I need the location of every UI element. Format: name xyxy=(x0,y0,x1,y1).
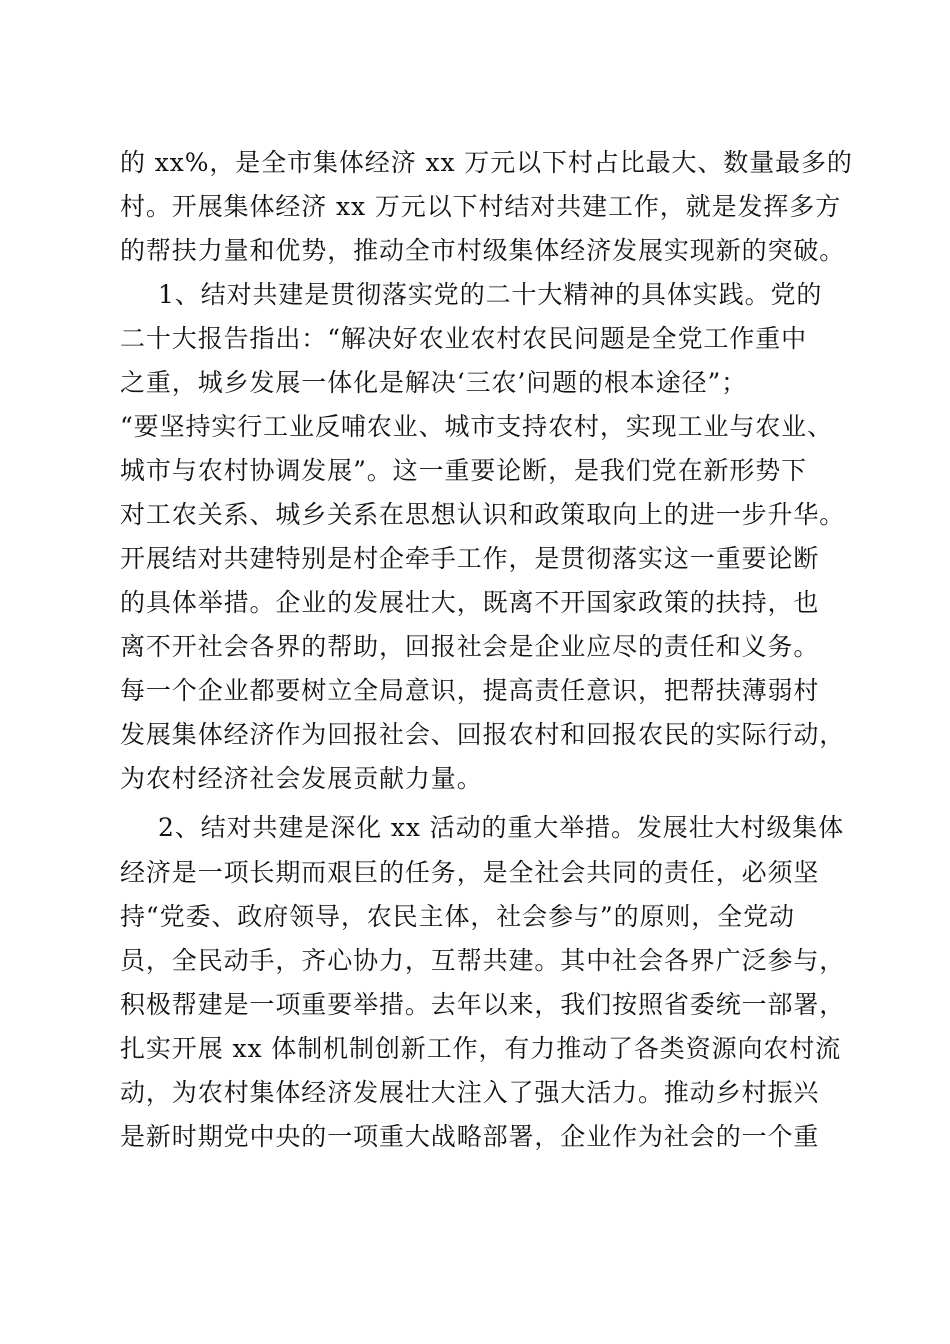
text-line: 的 xx%，是全市集体经济 xx 万元以下村占比最大、数量最多的 xyxy=(120,148,853,177)
text-line: 每一个企业都要树立全局意识，提高责任意识，把帮扶薄弱村 xyxy=(120,676,820,705)
text-line: 村。开展集体经济 xx 万元以下村结对共建工作，就是发挥多方 xyxy=(120,192,842,221)
text-line: 城市与农村协调发展”。这一重要论断，是我们党在新形势下 xyxy=(120,456,808,485)
text-line: 离不开社会各界的帮助，回报社会是企业应尽的责任和义务。 xyxy=(120,632,820,661)
text-line: 发展集体经济作为回报社会、回报农村和回报农民的实际行动， xyxy=(120,720,846,749)
text-line: 员，全民动手，齐心协力，互帮共建。其中社会各界广泛参与， xyxy=(120,946,846,975)
text-line: 经济是一项长期而艰巨的任务，是全社会共同的责任，必须坚 xyxy=(120,858,820,887)
text-line: 持“党委、政府领导，农民主体，社会参与”的原则，全党动 xyxy=(120,902,795,931)
paragraph-2-start: 2、结对共建是深化 xx 活动的重大举措。发展壮大村级集体 xyxy=(158,813,845,842)
text-line: 开展结对共建特别是村企牵手工作，是贯彻落实这一重要论断 xyxy=(120,544,820,573)
paragraph-1-start: 1、结对共建是贯彻落实党的二十大精神的具体实践。党的 xyxy=(158,280,823,309)
text-line: “要坚持实行工业反哺农业、城市支持农村，实现工业与农业、 xyxy=(120,412,833,441)
text-line: 扎实开展 xx 体制机制创新工作，有力推动了各类资源向农村流 xyxy=(120,1034,842,1063)
text-line: 对工农关系、城乡关系在思想认识和政策取向上的进一步升华。 xyxy=(120,500,846,529)
text-line: 的帮扶力量和优势，推动全市村级集体经济发展实现新的突破。 xyxy=(120,236,846,265)
text-line: 是新时期党中央的一项重大战略部署，企业作为社会的一个重 xyxy=(120,1122,820,1151)
text-line: 的具体举措。企业的发展壮大，既离不开国家政策的扶持，也 xyxy=(120,588,820,617)
text-line: 之重，城乡发展一体化是解决‘三农’问题的根本途径”； xyxy=(120,368,748,397)
text-line: 为农村经济社会发展贡献力量。 xyxy=(120,764,483,793)
text-line: 二十大报告指出：“解决好农业农村农民问题是全党工作重中 xyxy=(120,324,808,353)
text-line: 积极帮建是一项重要举措。去年以来，我们按照省委统一部署， xyxy=(120,990,846,1019)
text-line: 动，为农村集体经济发展壮大注入了强大活力。推动乡村振兴 xyxy=(120,1078,820,1107)
